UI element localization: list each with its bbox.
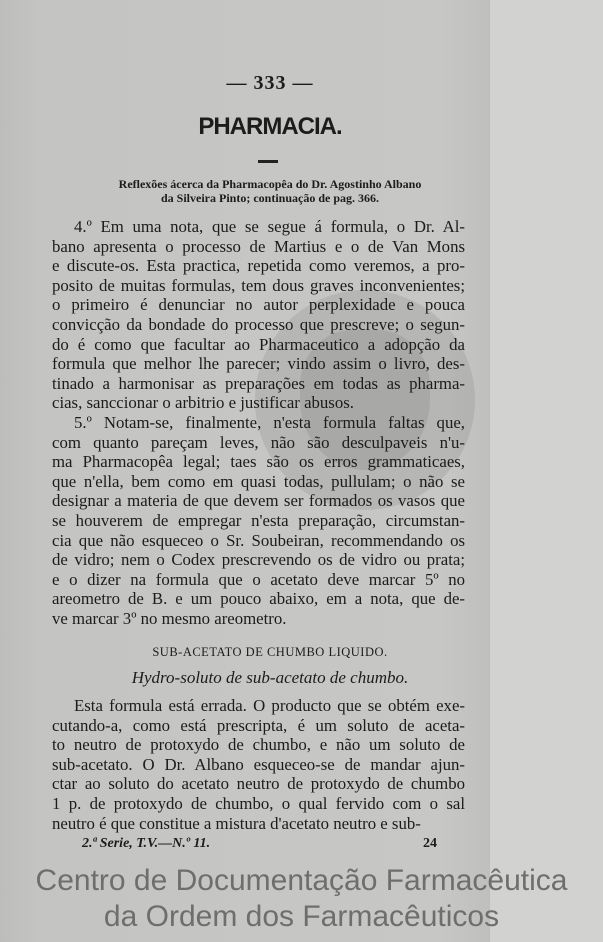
text-line: e discute-os. Esta practica, repetida como veremos, a pro- <box>52 256 465 276</box>
paragraph-2 <box>52 413 465 629</box>
recipe-heading: SUB-ACETATO DE CHUMBO LIQUIDO. <box>152 645 388 659</box>
text-line: 5.º Notam-se, finalmente, n'esta formula faltas que, <box>74 413 465 432</box>
text-line: designar a materia de que devem ser formados os vasos que <box>52 491 465 511</box>
text-line: ve marcar 3º no mesmo areometro. <box>52 608 287 628</box>
text-line: com quanto pareçam leves, não são desculpaveis n'u- <box>52 432 465 452</box>
recipe-subheading: Hydro-soluto de sub-acetato de chumbo. <box>131 668 409 687</box>
title-divider <box>258 160 278 163</box>
text-line: formula que melhor lhe parecer; vindo assim o livro, des- <box>52 354 465 374</box>
text-line: 4.º Em uma nota, que se segue á formula, o Dr. Al- <box>74 217 465 236</box>
text-line: Esta formula está errada. O producto que se obtém exe- <box>74 696 465 715</box>
subtitle-line: da Silveira Pinto; continuação de pag. 366. <box>160 191 379 205</box>
text-line: posito de muitas formulas, tem dous graves inconvenientes; <box>52 275 465 295</box>
signature-number: 24 <box>423 836 437 851</box>
subtitle-line: Reflexões ácerca da Pharmacopêa do Dr. Agostinho Albano <box>118 177 422 191</box>
text-line: do é como que facultar ao Pharmaceutico a adopção da <box>52 334 465 354</box>
paragraph-1 <box>52 217 465 413</box>
text-line: sub-acetato. O Dr. Albano esqueceo-se de mandar ajun- <box>52 754 465 774</box>
text-line: 1 p. de protoxydo de chumbo, o qual fervido com o sal <box>52 793 465 813</box>
watermark-line-1: Centro de Documentação Farmacêutica <box>35 864 568 897</box>
article-subtitle <box>50 177 490 205</box>
page-number: — 333 — <box>226 72 314 94</box>
text-line: bano apresenta o processo de Martius e o de Van Mons <box>52 236 465 256</box>
text-line: neutro é que constitue a mistura d'acetato neutro e sub- <box>52 813 421 833</box>
section-title: PHARMACIA. <box>198 113 342 140</box>
text-line: que n'ella, bem como em quasi todas, pullulam; o não se <box>52 471 465 491</box>
text-line: o primeiro é denunciar no autor perplexidade e pouca <box>52 295 465 315</box>
series-label: 2.ª Serie, T.V.—N.º 11. <box>82 836 211 851</box>
watermark-line-2: da Ordem dos Farmacêuticos <box>103 900 500 933</box>
text-line: e o dizer na formula que o acetato deve marcar 5º no <box>52 569 465 589</box>
page-margin <box>490 0 603 942</box>
text-line: de vidro; nem o Codex prescrevendo os de vidro ou prata; <box>52 550 465 570</box>
text-line: cutando-a, como está prescripta, é um soluto de aceta- <box>52 715 465 735</box>
text-line: se houverem de empregar n'esta preparação, circumstan- <box>52 510 465 530</box>
text-line: cia que não esqueceo o Sr. Soubeiran, recommendando os <box>52 530 465 550</box>
text-line: ma Pharmacopêa legal; taes são os erros grammaticaes, <box>52 452 465 472</box>
text-line: areometro de B. e um pouco abaixo, em a nota, que de- <box>52 589 465 609</box>
text-line: cias, sanccionar o arbitrio e justificar abusos. <box>52 393 354 413</box>
text-line: convicção da bondade do processo que prescreve; o segun- <box>52 314 465 334</box>
text-line: ctar ao soluto do acetato neutro de protoxydo de chumbo <box>52 774 465 794</box>
text-line: to neutro de protoxydo de chumbo, e não um soluto de <box>52 735 465 755</box>
footer-series <box>82 836 210 852</box>
text-line: tinado a harmonisar as preparações em todas as pharma- <box>52 373 465 393</box>
paragraph-3 <box>52 696 465 833</box>
